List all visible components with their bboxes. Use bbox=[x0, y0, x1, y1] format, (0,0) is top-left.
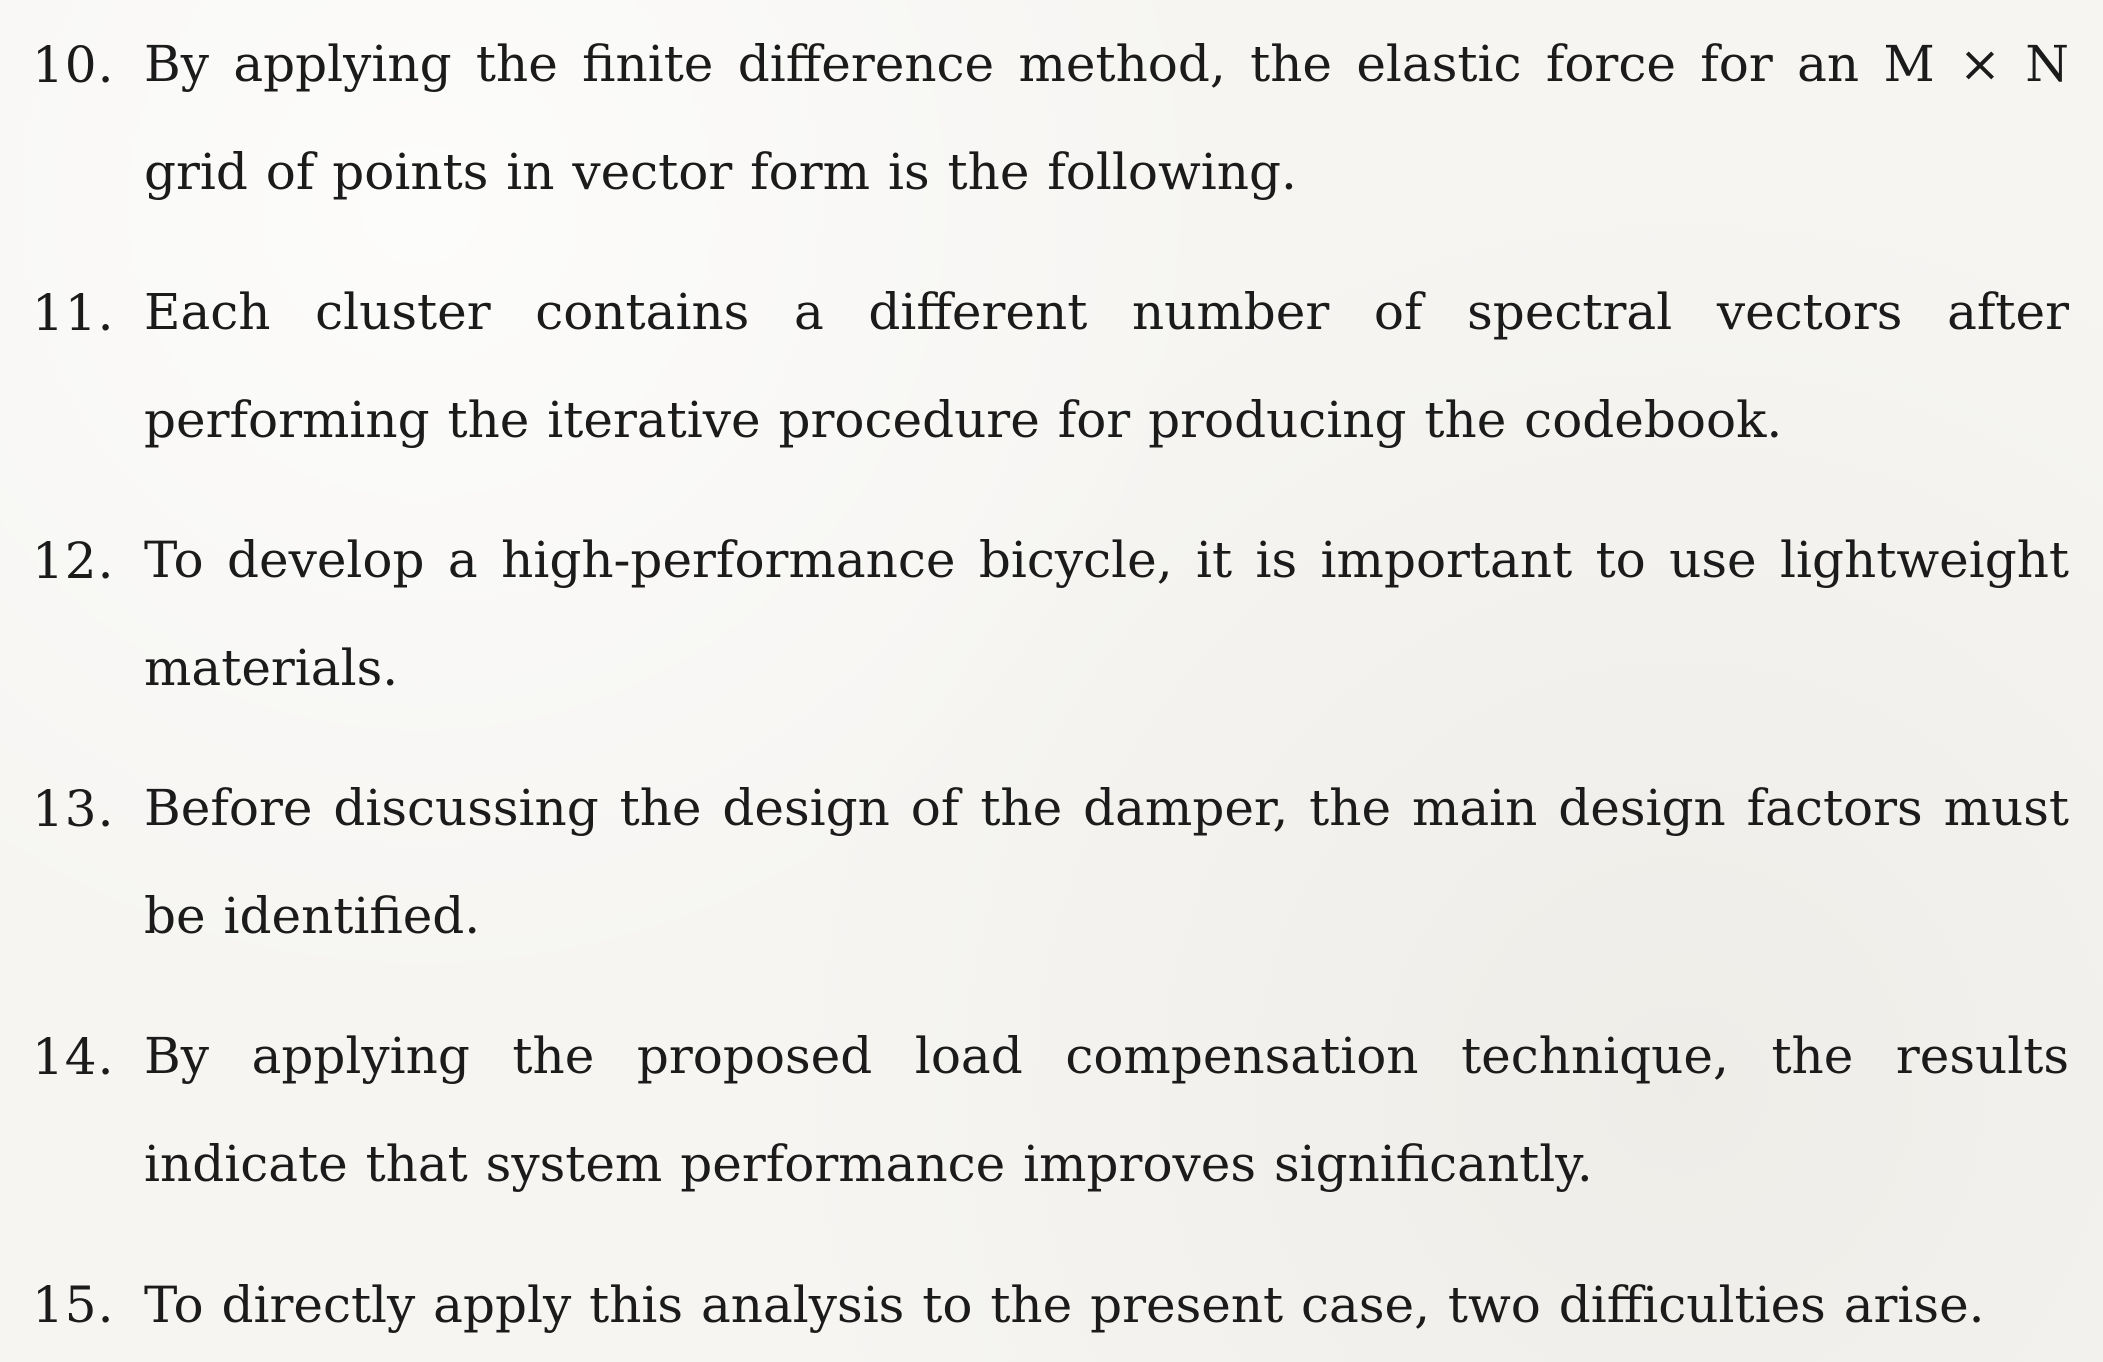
item-text: Each cluster contains a different number of spectral vectors after performing the iterative procedure for producing the codebook. bbox=[144, 283, 2069, 449]
item-number: 13. bbox=[32, 780, 115, 838]
item-text: By applying the proposed load compensation technique, the results indicate that system performance improves significantly. bbox=[144, 1027, 2069, 1193]
item-number: 10. bbox=[32, 36, 115, 94]
list-item bbox=[32, 1250, 2069, 1360]
list-item bbox=[32, 506, 2069, 722]
item-text: To develop a high-performance bicycle, it is important to use lightweight materials. bbox=[144, 531, 2069, 697]
item-number: 12. bbox=[32, 532, 115, 590]
item-text: Before discussing the design of the damper, the main design factors must be identified. bbox=[144, 779, 2069, 945]
list-item bbox=[32, 10, 2069, 226]
item-text: By applying the finite difference method, the elastic force for an M × N grid of points in vector form is the following. bbox=[144, 35, 2069, 201]
list-item bbox=[32, 258, 2069, 474]
list-item bbox=[32, 1002, 2069, 1218]
item-number: 14. bbox=[32, 1028, 115, 1086]
item-text: To directly apply this analysis to the present case, two difficulties arise. bbox=[144, 1276, 1985, 1334]
item-number: 11. bbox=[32, 284, 115, 342]
item-number: 15. bbox=[32, 1276, 115, 1334]
list-item bbox=[32, 754, 2069, 970]
